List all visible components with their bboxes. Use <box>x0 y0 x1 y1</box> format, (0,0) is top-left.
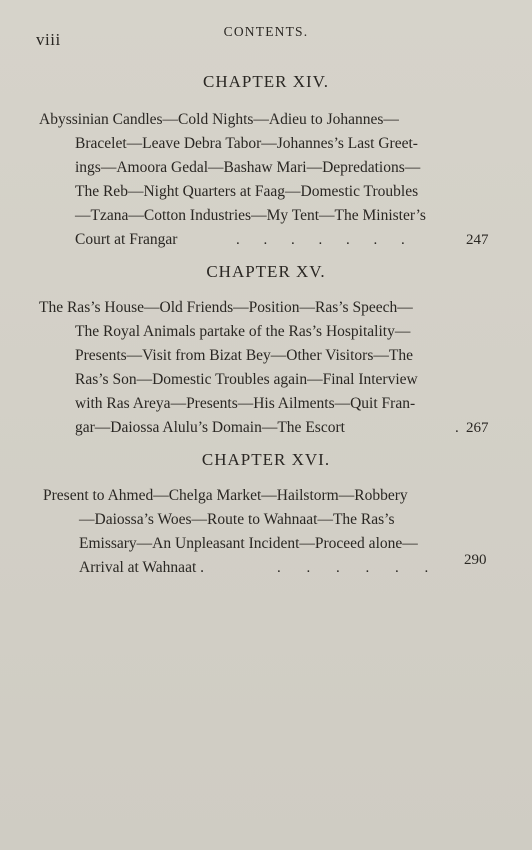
leader-dots: . <box>455 420 459 436</box>
page-reference: 267 <box>466 420 489 436</box>
page-number: viii <box>36 30 61 49</box>
summary-line: Abyssinian Candles—Cold Nights—Adieu to Johannes— <box>39 111 399 128</box>
summary-line: Presents—Visit from Bizat Bey—Other Visitors—The <box>75 347 413 364</box>
summary-line: Present to Ahmed—Chelga Market—Hailstorm—Robbery <box>43 487 408 504</box>
summary-line: The Royal Animals partake of the Ras’s Hospitality— <box>75 323 411 340</box>
page-reference: 247 <box>466 232 489 248</box>
summary-line: with Ras Areya—Presents—His Ailments—Quit Fran- <box>75 395 416 412</box>
summary-line: —Daiossa’s Woes—Route to Wahnaat—The Ras’s <box>79 511 395 528</box>
chapter-heading: CHAPTER XIV. <box>203 72 329 91</box>
chapter-heading: CHAPTER XV. <box>206 262 326 281</box>
chapter-heading: CHAPTER XVI. <box>201 450 331 469</box>
summary-line: The Ras’s House—Old Friends—Position—Ras’s Speech— <box>39 299 413 316</box>
summary-line: Arrival at Wahnaat . <box>79 559 204 576</box>
summary-line: Ras’s Son—Domestic Troubles again—Final Interview <box>75 371 418 388</box>
summary-line: Court at Frangar <box>75 231 178 248</box>
summary-line: ings—Amoora Gedal—Bashaw Mari—Depredations— <box>75 159 421 176</box>
summary-line: Emissary—An Unpleasant Incident—Proceed alone— <box>79 535 418 552</box>
page-reference: 290 <box>464 552 487 568</box>
summary-line: gar—Daiossa Alulu’s Domain—The Escort <box>75 419 345 436</box>
leader-dots: . . . . . . . <box>236 232 405 248</box>
summary-line: Bracelet—Leave Debra Tabor—Johannes’s Last Greet- <box>75 135 418 152</box>
summary-line: —Tzana—Cotton Industries—My Tent—The Minister’s <box>75 207 426 224</box>
running-header: CONTENTS. <box>223 24 309 39</box>
summary-line: The Reb—Night Quarters at Faag—Domestic Troubles <box>75 183 419 200</box>
leader-dots: . . . . . . <box>277 560 429 576</box>
